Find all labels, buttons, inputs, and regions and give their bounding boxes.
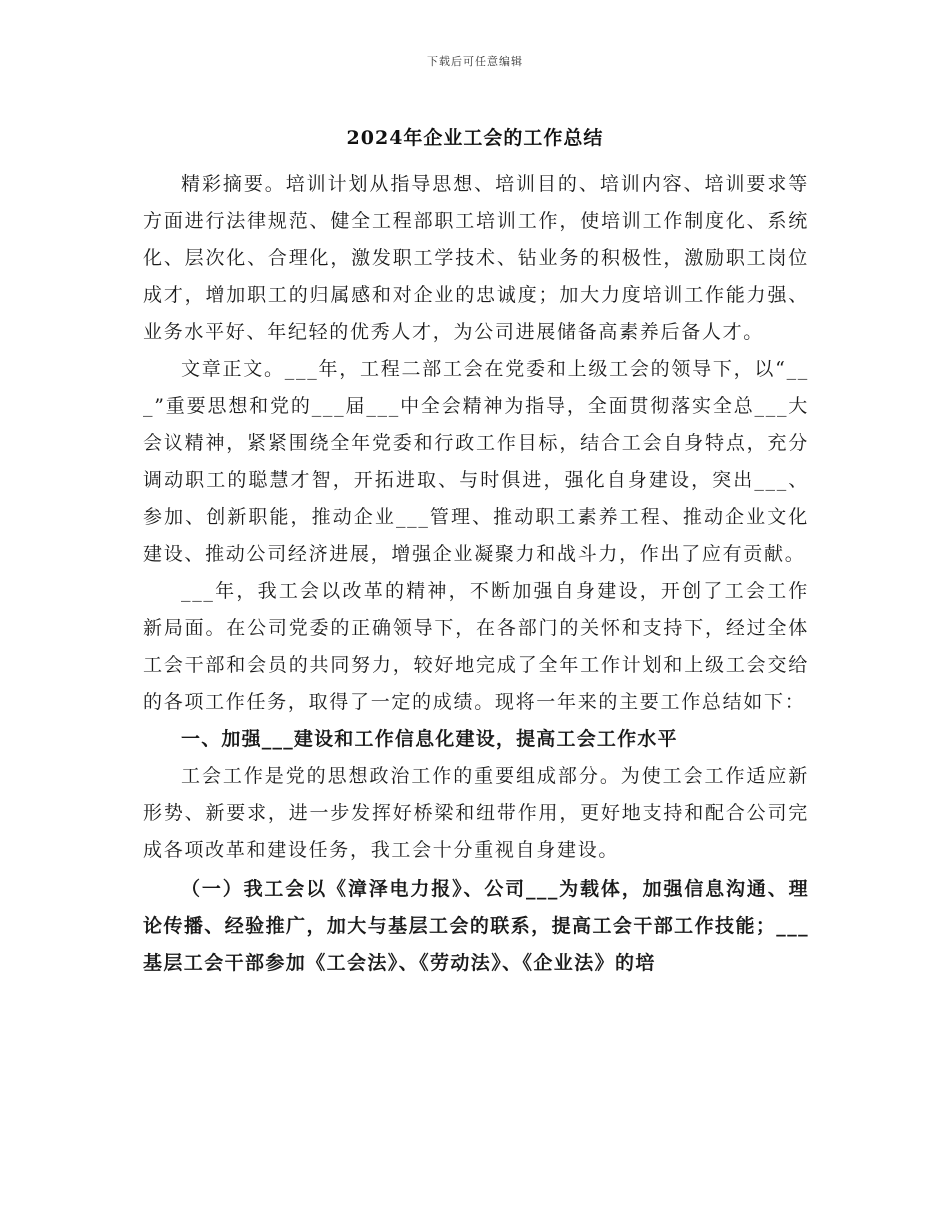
paragraph-summary: 精彩摘要。培训计划从指导思想、培训目的、培训内容、培训要求等方面进行法律规范、健全工程部职工培训工作，使培训工作制度化、系统化、层次化、合理化，激发职工学技术、钻业务的积极性，激励职工岗位成才，增加职工的归属感和对企业的忠诚度；加大力度培训工作能力强、业务水平好、年纪轻的优秀人才，为公司进展储备高素养后备人才。 (143, 173, 809, 343)
section-paragraph: 工会工作是党的思想政治工作的重要组成部分。为使工会工作适应新形势、新要求，进一步发挥好桥梁和纽带作用，更好地支持和配合公司完成各项改革和建设任务，我工会十分重视自身建设。 (143, 765, 809, 861)
bold-paragraph: （一）我工会以《漳泽电力报》、公司___为载体，加强信息沟通、理论传播、经验推广，加大与基层工会的联系，提高工会干部工作技能；___基层工会干部参加《工会法》、《劳动法》、《企业法》的培 (143, 878, 809, 974)
section-heading: 一、加强___建设和工作信息化建设，提高工会工作水平 (181, 728, 678, 750)
paragraph-year-overview: ___年，我工会以改革的精神，不断加强自身建设，开创了工会工作新局面。在公司党委的正确领导下，在各部门的关怀和支持下，经过全体工会干部和会员的共同努力，较好地完成了全年工作计划和上级工会交给的各项工作任务，取得了一定的成绩。现将一年来的主要工作总结如下： (143, 580, 809, 713)
paragraph-main-text: 文章正文。___年，工程二部工会在党委和上级工会的领导下，以“___”重要思想和党的___届___中全会精神为指导，全面贯彻落实全总___大会议精神，紧紧围绕全年党委和行政工作目标，结合工会自身特点，充分调动职工的聪慧才智，开拓进取、与时俱进，强化自身建设，突出___、参加、创新职能，推动企业___管理、推动职工素养工程、推动企业文化建设、推动公司经济进展，增强企业凝聚力和战斗力，作出了应有贡献。 (143, 358, 809, 565)
document-title: 2024年企业工会的工作总结 (346, 127, 604, 149)
header-note: 下载后可任意编辑 (427, 55, 523, 68)
document-body (143, 166, 809, 982)
